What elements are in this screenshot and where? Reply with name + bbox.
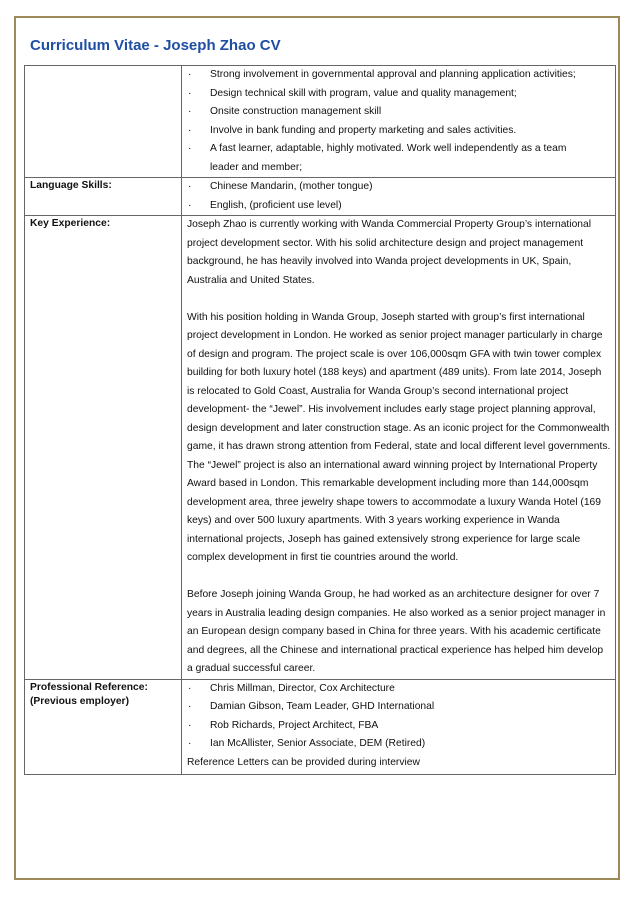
reference-note: Reference Letters can be provided during interview <box>187 756 420 768</box>
skills-label-cell <box>25 66 182 178</box>
experience-label: Key Experience: <box>25 216 182 680</box>
reference-label: Professional Reference: <box>30 681 148 693</box>
skill-text: Strong involvement in governmental approval and planning application activities; <box>210 69 576 80</box>
experience-paragraph: Before Joseph joining Wanda Group, he had worked as an architecture designer for over 7 years in Australia leading design companies. He also worked as a senior project manager in an European design company based in China for three years. With his academic certificate and degrees, all the Chinese and international practical experience has helped him develop a gradual successful career. <box>187 589 606 674</box>
row-professional-reference <box>25 679 616 775</box>
list-item <box>187 178 611 197</box>
language-bullet-list <box>187 178 611 215</box>
reference-text: Rob Richards, Project Architect, FBA <box>210 719 379 731</box>
list-item <box>187 197 611 216</box>
experience-paragraph: With his position holding in Wanda Group, Joseph started with group’s first international project development in London. He worked as senior project manager particularly in charge of design and program. The project scale is over 106,000sqm GFA with twin tower complex building for both luxury hotel (188 keys) and apartment (489 units). From late 2014, Joseph is relocated to Gold Coast, Australia for Wanda Group’s second international project development- the “Jewel”. His involvement includes early stage project planning approval, design development and later construction stage. As an iconic project for the Commonwealth game, it has drawn strong attention from Federal, state and local different level governments. The “Jewel” project is also an international award winning project by International Property Award based in London. This remarkable development including more than 144,000sqm development area, three jewelry shape towers to accommodate a luxury Wanda Hotel (169 keys) and over 500 luxury apartments. With 3 years working experience in Wanda international projects, Joseph has gained extensively strong experience for large scale complex development in first tie countries around the world. <box>187 311 611 563</box>
reference-bullet-list <box>187 680 611 754</box>
paragraph-spacer <box>187 568 611 587</box>
list-item <box>187 680 611 699</box>
reference-label-cell <box>25 679 182 775</box>
bullet-icon: · <box>188 106 192 117</box>
experience-content-cell <box>182 216 616 680</box>
language-label: Language Skills: <box>25 178 182 216</box>
list-item <box>187 103 611 122</box>
language-content-cell <box>182 178 616 216</box>
bullet-icon: · <box>188 69 192 80</box>
skills-content-cell <box>182 66 616 178</box>
cv-table <box>24 65 616 775</box>
document-title: Curriculum Vitae - Joseph Zhao CV <box>30 37 281 54</box>
language-text: Chinese Mandarin, (mother tongue) <box>210 181 373 192</box>
bullet-icon: · <box>188 701 192 712</box>
reference-text: Damian Gibson, Team Leader, GHD International <box>210 701 435 712</box>
paragraph-spacer <box>187 290 611 309</box>
list-item <box>187 735 611 754</box>
skill-text: Involve in bank funding and property marketing and sales activities. <box>210 124 517 136</box>
bullet-icon: · <box>188 199 192 211</box>
list-item <box>187 140 611 177</box>
list-item <box>187 85 611 104</box>
skill-text: Onsite construction management skill <box>210 106 382 117</box>
reference-sublabel: (Previous employer) <box>30 695 129 707</box>
skill-text: Design technical skill with program, value and quality management; <box>210 87 517 99</box>
reference-text: Ian McAllister, Senior Associate, DEM (Retired) <box>210 738 426 749</box>
bullet-icon: · <box>188 682 192 694</box>
skill-text: A fast learner, adaptable, highly motivated. Work well independently as a team leader and member; <box>210 143 567 173</box>
bullet-icon: · <box>188 87 192 99</box>
experience-paragraph: Joseph Zhao is currently working with Wanda Commercial Property Group’s international project development sector. With his solid architecture design and project management background, he has heavily involved into Wanda project developments in UK, Spain, Australia and United States. <box>187 219 592 286</box>
bullet-icon: · <box>188 738 192 749</box>
language-text: English, (proficient use level) <box>210 199 342 211</box>
row-key-experience <box>25 216 616 680</box>
bullet-icon: · <box>188 124 192 136</box>
reference-content-cell <box>182 679 616 775</box>
bullet-icon: · <box>188 181 192 192</box>
list-item <box>187 122 611 141</box>
reference-text: Chris Millman, Director, Cox Architecture <box>210 682 395 694</box>
bullet-icon: · <box>188 719 192 731</box>
row-language-skills <box>25 178 616 216</box>
skills-bullet-list <box>187 66 611 177</box>
bullet-icon: · <box>188 143 192 154</box>
list-item <box>187 698 611 717</box>
row-skills-continued <box>25 66 616 178</box>
list-item <box>187 717 611 736</box>
list-item <box>187 66 611 85</box>
